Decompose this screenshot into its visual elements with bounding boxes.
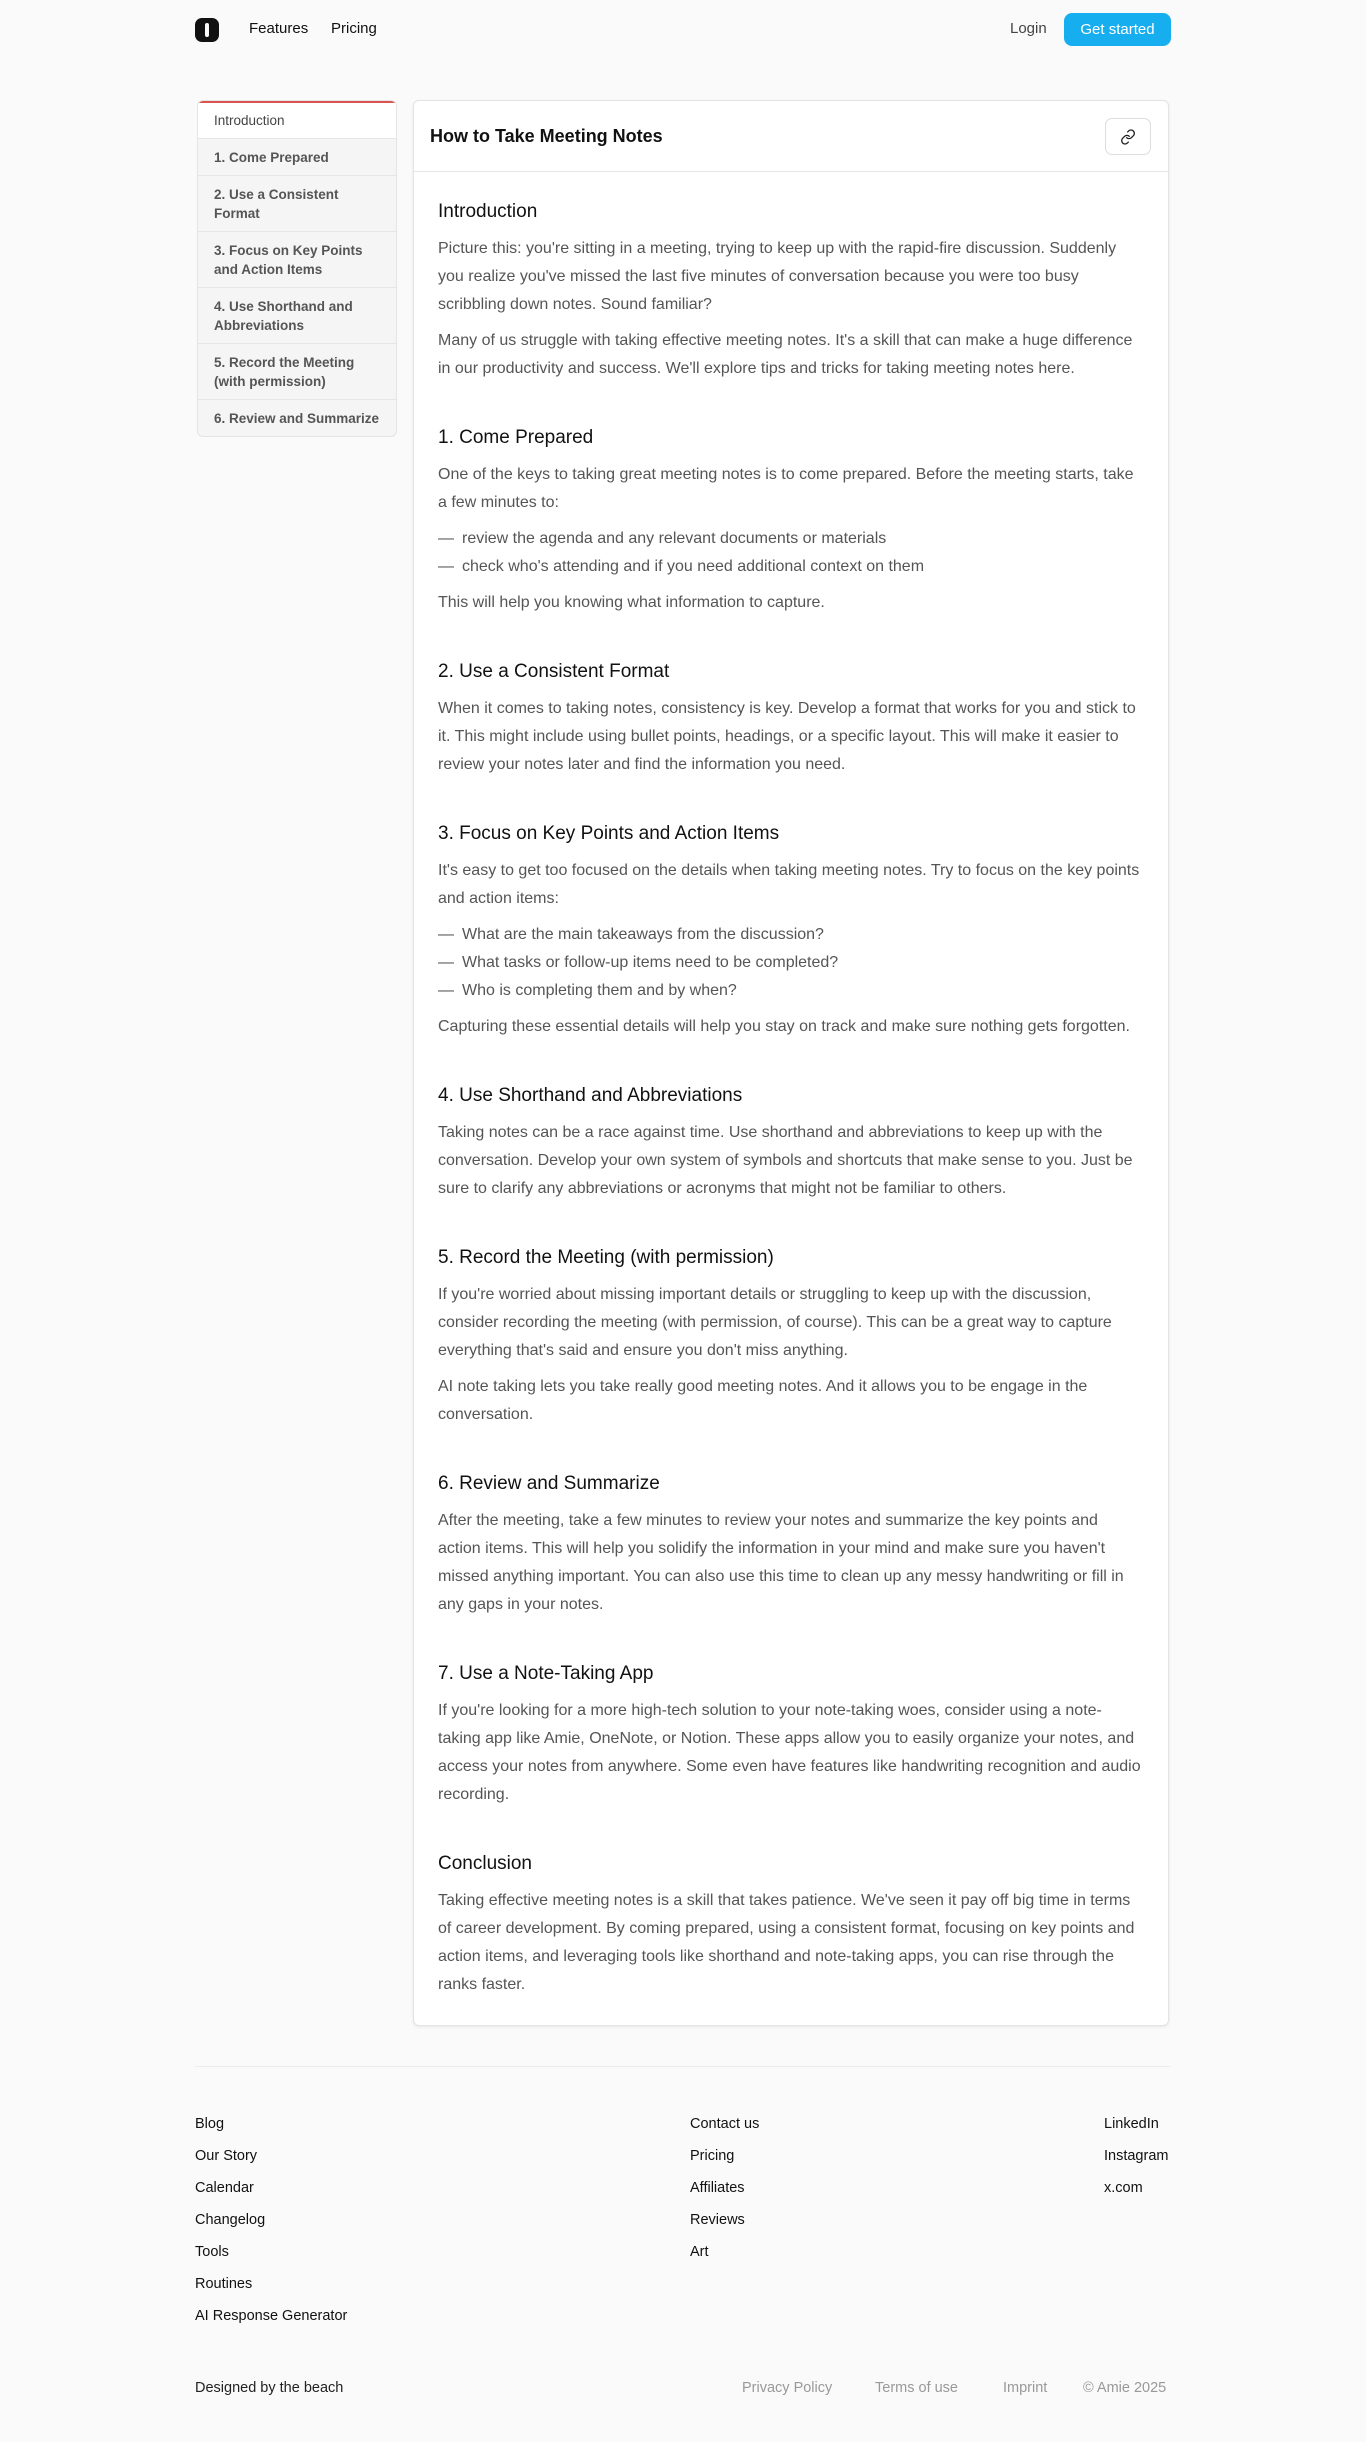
article-section (438, 1084, 1142, 1203)
list-item: — Who is completing them and by when? (438, 977, 1142, 1005)
footer-link-ai-response-generator[interactable]: AI Response Generator (195, 2308, 348, 2324)
section-paragraph: One of the keys to taking great meeting notes is to come prepared. Before the meeting starts, take a few minutes to: (438, 466, 1134, 511)
article-section (438, 660, 1142, 779)
toc-item-consistent-format[interactable]: 2. Use a Consistent Format (198, 175, 396, 231)
footer-column-company (195, 2114, 347, 2338)
site-header (0, 0, 1366, 60)
article-section (438, 1662, 1142, 1809)
list-item: — What are the main takeaways from the discussion? (438, 921, 1142, 949)
footer-column-social (1104, 2114, 1168, 2210)
section-heading: 7. Use a Note-Taking App (438, 1663, 654, 1684)
section-paragraph: If you're looking for a more high-tech solution to your note-taking woes, consider using a note-taking app like Amie, OneNote, or Notion. These apps allow you to easily organize your notes, and access your notes from anywhere. Some even have features like handwriting recognition and audio recording. (438, 1702, 1141, 1803)
nav-features-link[interactable]: Features (249, 20, 309, 37)
footer-link-calendar[interactable]: Calendar (195, 2180, 254, 2196)
section-heading: 1. Come Prepared (438, 427, 594, 448)
table-of-contents (197, 100, 397, 437)
section-paragraph: When it comes to taking notes, consistency is key. Develop a format that works for you and stick to it. This might include using bullet points, headings, or a specific layout. This will make it easier to review your notes later and find the information you need. (438, 700, 1136, 773)
footer-link-instagram[interactable]: Instagram (1104, 2148, 1169, 2164)
footer-divider (195, 2066, 1171, 2067)
privacy-policy-link[interactable]: Privacy Policy (742, 2380, 833, 2396)
list-item: — review the agenda and any relevant documents or materials (438, 525, 1142, 553)
section-paragraph: It's easy to get too focused on the details when taking meeting notes. Try to focus on the key points and action items: (438, 862, 1140, 907)
footer-link-reviews[interactable]: Reviews (690, 2212, 745, 2228)
list-item: — check who's attending and if you need additional context on them (438, 553, 1142, 581)
footer-link-x[interactable]: x.com (1104, 2180, 1143, 2196)
copyright-text: © Amie 2025 (1083, 2380, 1167, 2396)
section-list (438, 921, 1142, 1005)
article-section (438, 1246, 1142, 1429)
section-paragraph: This will help you knowing what information to capture. (438, 594, 825, 611)
section-paragraph: Taking effective meeting notes is a skill that takes patience. We've seen it pay off big time in terms of career development. By coming prepared, using a consistent format, focusing on key points and action items, and leveraging tools like shorthand and note-taking apps, you can rise through the ranks faster. (438, 1892, 1135, 1993)
copy-link-button[interactable] (1105, 118, 1151, 155)
article-section (438, 200, 1142, 383)
article-section (438, 426, 1142, 617)
footer-link-tools[interactable]: Tools (195, 2244, 229, 2260)
footer-link-changelog[interactable]: Changelog (195, 2212, 266, 2228)
article-card (413, 100, 1169, 2026)
section-paragraph: If you're worried about missing important details or struggling to keep up with the discussion, consider recording the meeting (with permission, of course). This can be a great way to capture everything that's said and ensure you don't miss anything. (438, 1286, 1112, 1359)
footer-link-our-story[interactable]: Our Story (195, 2148, 258, 2164)
link-icon (1120, 129, 1136, 145)
toc-item-record-meeting[interactable]: 5. Record the Meeting (with permission) (198, 343, 396, 399)
article-header (414, 101, 1168, 172)
section-paragraph: AI note taking lets you take really good meeting notes. And it allows you to be engage in the conversation. (438, 1378, 1088, 1423)
terms-of-use-link[interactable]: Terms of use (875, 2380, 958, 2396)
section-paragraph: Capturing these essential details will help you stay on track and make sure nothing gets forgotten. (438, 1018, 1130, 1035)
footer-link-art[interactable]: Art (690, 2244, 709, 2260)
toc-item-shorthand[interactable]: 4. Use Shorthand and Abbreviations (198, 287, 396, 343)
section-heading: 3. Focus on Key Points and Action Items (438, 823, 780, 844)
section-paragraph: Picture this: you're sitting in a meeting, trying to keep up with the rapid-fire discussion. Suddenly you realize you've missed the last five minutes of conversation because you were too busy scribbling down notes. Sound familiar? (438, 240, 1117, 313)
login-link[interactable]: Login (1010, 20, 1047, 37)
toc-item-key-points[interactable]: 3. Focus on Key Points and Action Items (198, 231, 396, 287)
footer-link-pricing[interactable]: Pricing (690, 2148, 735, 2164)
footer-link-contact-us[interactable]: Contact us (690, 2116, 760, 2132)
footer-column-resources (690, 2114, 759, 2274)
toc-item-review-summarize[interactable]: 6. Review and Summarize (198, 399, 396, 436)
section-list (438, 525, 1142, 581)
list-item: — What tasks or follow-up items need to be completed? (438, 949, 1142, 977)
designed-by-text: Designed by the beach (195, 2380, 344, 2396)
toc-item-introduction[interactable]: Introduction (198, 101, 396, 138)
article-section (438, 1852, 1142, 1999)
section-heading: 5. Record the Meeting (with permission) (438, 1247, 774, 1268)
article-section (438, 822, 1142, 1041)
section-heading: Conclusion (438, 1853, 532, 1874)
section-paragraph: Many of us struggle with taking effective meeting notes. It's a skill that can make a huge difference in our productivity and success. We'll explore tips and tricks for taking meeting notes here. (438, 332, 1133, 377)
nav-pricing-link[interactable]: Pricing (331, 20, 377, 37)
section-heading: 4. Use Shorthand and Abbreviations (438, 1085, 743, 1106)
section-paragraph: Taking notes can be a race against time. Use shorthand and abbreviations to keep up with the conversation. Develop your own system of symbols and shortcuts that make sense to you. Just be sure to clarify any abbreviations or acronyms that might not be familiar to others. (438, 1124, 1133, 1197)
imprint-link[interactable]: Imprint (1003, 2380, 1048, 2396)
footer-link-linkedin[interactable]: LinkedIn (1104, 2116, 1159, 2132)
footer-link-routines[interactable]: Routines (195, 2276, 253, 2292)
amie-logo-icon[interactable] (195, 18, 219, 42)
section-heading: 2. Use a Consistent Format (438, 661, 670, 682)
section-paragraph: After the meeting, take a few minutes to review your notes and summarize the key points and action items. This will help you solidify the information in your mind and make sure you haven't missed anything important. You can also use this time to clean up any messy handwriting or fill in any gaps in your notes. (438, 1512, 1124, 1613)
footer-link-affiliates[interactable]: Affiliates (690, 2180, 745, 2196)
toc-item-come-prepared[interactable]: 1. Come Prepared (198, 138, 396, 175)
section-heading: Introduction (438, 201, 538, 222)
footer-link-blog[interactable]: Blog (195, 2116, 225, 2132)
section-heading: 6. Review and Summarize (438, 1473, 660, 1494)
get-started-button[interactable]: Get started (1064, 13, 1171, 46)
article-section (438, 1472, 1142, 1619)
article-title: How to Take Meeting Notes (430, 126, 663, 146)
article-body (414, 172, 1168, 1999)
